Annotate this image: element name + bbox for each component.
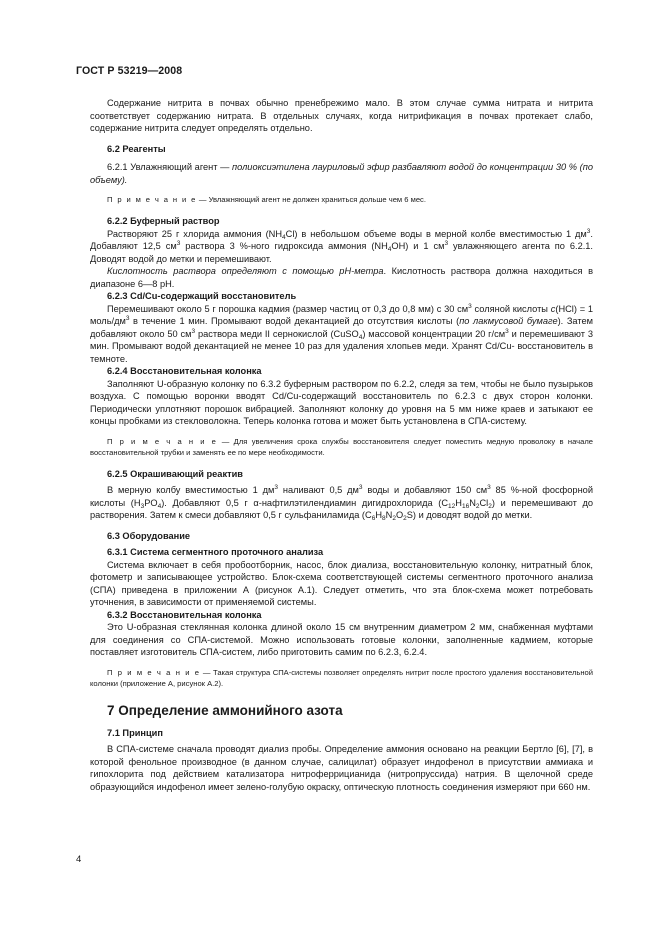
paragraph-6-2-1: 6.2.1 Увлажняющий агент — полиоксиэтилена лауриловый эфир разбавляют водой до концентрации 30 % (по объему).	[90, 162, 594, 185]
paragraph-6-2-2-ph: Кислотность раствора определяют с помощью рН-метра. Кислотность раствора должна находиться в диапазоне 6—8 рН.	[90, 266, 593, 289]
heading-6-3-1: 6.3.1 Система сегментного проточного анализа	[107, 547, 324, 557]
note-3: П р и м е ч а н и е — Такая структура СПА-системы позволяет определять нитрит после простого удаления восстановительной колонки (приложение А, рисунок А.2).	[90, 667, 594, 688]
paragraph-6-2-2: Растворяют 25 г хлорида аммония $(NH_4Cl)$ в небольшом объеме воды в мерной колбе вместимостью 1 $дм^3$. Добавляют 12,5 $см^3$ раствора 3 %-ного гидроксида аммония $(NH_4OH)$ и 1 $см^3$ увлажняющего агента по 6.2.1. Доводят водой до метки и перемешивают.	[90, 227, 594, 264]
paragraph-6-2-3: Перемешивают около 5 г порошка кадмия (размер частиц от 0,3 до 0,8 мм) с 30 $см^3$ соляной кислоты c(HCl) = 1 моль/$дм^3$ в течение 1 мин. Промывают водой декантацией до отсутствия кислоты (по лакмусовой бумаге). Затем добавляют около 50 $см^3$ раствора меди II сернокислой (CuSO$_4$) массовой концентрации 20 $г/см^3$ и перемешивают 3 мин. Промывают водой декантацией не менее 10 раз для удаления хлопьев меди. Хранят Cd/Cu- восстановитель в темноте.	[90, 302, 594, 364]
paragraph-7-1: В СПА-системе сначала проводят диализ пробы. Определение аммония основано на реакции Бертло [6], [7], в которой фенольное производное (в данном случае, салицилат) образует индофенол в присутствии аммиака и гипохлорита под действием катализатора нитроферрицианида (нитропруссида) натрия. В щелочной среде образующийся индофенол имеет зелено-голубую окраску, оптическую плотность соединения измеряют при 660 нм.	[90, 744, 593, 792]
standard-header: ГОСТ Р 53219—2008	[76, 65, 183, 77]
note-2: П р и м е ч а н и е — Для увеличения срока службы восстановителя следует поместить медную проволоку в начале восстановительной трубки и заменять ее по мере необходимости.	[90, 436, 594, 457]
heading-6-2-5: 6.2.5 Окрашивающий реактив	[107, 468, 243, 479]
paragraph-6-2-5: В мерную колбу вместимостью 1 $дм^3$ наливают 0,5 $дм^3$ воды и добавляют 150 $см^3$ 85 %-ной фосфорной кислоты $(H_3PO_4)$. Добавляют 0,5 г α-нафтилэтилендиамин дигидрохлорида $(C_{12}H_{16}N_2Cl_2)$ и перемешивают до растворения. Затем к смеси добавляют 0,5 г сульфаниламида $(C_6H_8N_2O_2S)$ и доводят водой до метки.	[90, 484, 594, 522]
page-number: 4	[76, 854, 82, 865]
heading-6-3-2: 6.3.2 Восстановительная колонка	[107, 609, 262, 620]
intro-paragraph: Содержание нитрита в почвах обычно пренебрежимо мало. В этом случае сумма нитрата и нитрита соответствует содержанию нитрата. В отдельных случаях, когда нитрификация в почвах протекает слабо, содержание нитрита следует определять отдельно.	[90, 98, 593, 133]
paragraph-6-3-1: Система включает в себя пробоотборник, насос, блок диализа, восстановительную колонку, нитратный блок, фотометр и записывающее устройство. Блок-схема соответствующей системы сегментного проточного анализа (СПА) приведена в приложении А (рисунок А.1). Следует отметить, что эта блок-схема может потребовать уточнения, в зависимости от применяемой системы.	[90, 559, 593, 607]
heading-6-2-3: 6.2.3 Cd/Cu-содержащий восстановитель	[107, 291, 297, 301]
heading-6-2: 6.2 Реагенты	[107, 143, 166, 154]
heading-6-2-4: 6.2.4 Восстановительная колонка	[107, 366, 262, 376]
heading-6-2-2: 6.2.2 Буферный раствор	[107, 216, 220, 226]
note-1: П р и м е ч а н и е — Увлажняющий агент не должен храниться дольше чем 6 мес.	[107, 195, 426, 204]
paragraph-6-2-4: Заполняют U-образную колонку по 6.3.2 буферным раствором по 6.2.2, следя за тем, чтобы не было пузырьков воздуха. С помощью воронки вводят Cd/Cu-содержащий восстановитель по 6.2.3 с двух сторон колонки. Периодически уплотняют порошок вибрацией. Заполняют колонку до уровня на 5 мм ниже краев и затыкают ее концы пробками из стекловолокна. Теперь колонка готова и может быть установлена в СПА-систему.	[90, 378, 593, 426]
paragraph-6-3-2: Это U-образная стеклянная колонка длиной около 15 см внутренним диаметром 2 мм, снабженная муфтами для соединения со СПА-системой. Можно использовать готовые колонки, заполненные кадмием, которые поставляет изготовитель СПА-систем, либо приготовить самим по 6.2.3, 6.2.4.	[90, 622, 593, 657]
heading-6-3: 6.3 Оборудование	[107, 530, 191, 541]
section-7-title: 7 Определение аммонийного азота	[107, 702, 343, 718]
document-body	[90, 97, 593, 793]
heading-7-1: 7.1 Принцип	[107, 727, 163, 738]
